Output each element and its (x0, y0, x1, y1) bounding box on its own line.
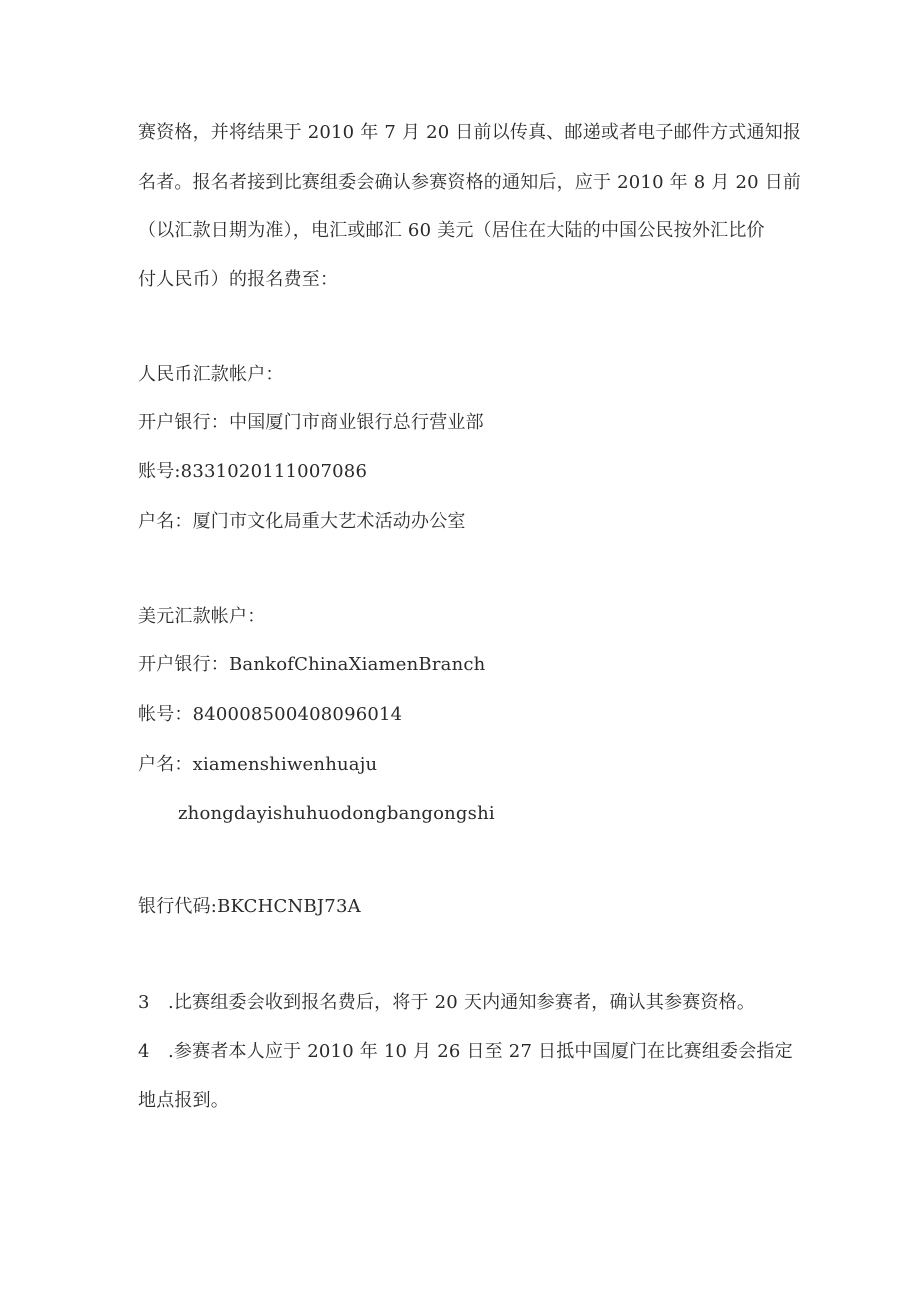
rmb-account-bank: 开户银行：中国厦门市商业银行总行营业部 (138, 412, 484, 433)
list-item-number: 3 (138, 992, 150, 1013)
list-item-text: .比赛组委会收到报名费后，将于 20 天内通知参赛者，确认其参赛资格。 (168, 992, 756, 1013)
intro-line-4: 付人民币）的报名费至： (138, 269, 339, 290)
usd-account-heading: 美元汇款帐户： (138, 606, 266, 627)
list-item-3 (138, 991, 755, 1015)
usd-account-name-line-2: zhongdayishuhuodongbangongshi (178, 803, 495, 824)
bank-code: 银行代码:BKCHCNBJ73A (138, 896, 361, 917)
usd-account-number: 帐号：840008500408096014 (138, 704, 403, 725)
intro-line-3: （以汇款日期为准），电汇或邮汇 60 美元（居住在大陆的中国公民按外汇比价 (138, 220, 765, 241)
intro-line-1: 赛资格，并将结果于 2010 年 7 月 20 日前以传真、邮递或者电子邮件方式通知报 (138, 122, 802, 143)
list-item-text: .参赛者本人应于 2010 年 10 月 26 日至 27 日抵中国厦门在比赛组委会指定 (168, 1041, 793, 1062)
list-item-4-continuation: 地点报到。 (138, 1090, 229, 1111)
list-item-4 (138, 1040, 793, 1064)
rmb-account-name: 户名：厦门市文化局重大艺术活动办公室 (138, 511, 466, 532)
rmb-account-heading: 人民币汇款帐户： (138, 364, 284, 385)
list-item-number: 4 (138, 1041, 150, 1062)
usd-account-name-line-1: 户名：xiamenshiwenhuaju (138, 754, 378, 775)
usd-account-bank: 开户银行：BankofChinaXiamenBranch (138, 654, 486, 675)
intro-line-2: 名者。报名者接到比赛组委会确认参赛资格的通知后，应于 2010 年 8 月 20 日前 (138, 172, 802, 193)
rmb-account-number: 账号:8331020111007086 (138, 461, 368, 482)
